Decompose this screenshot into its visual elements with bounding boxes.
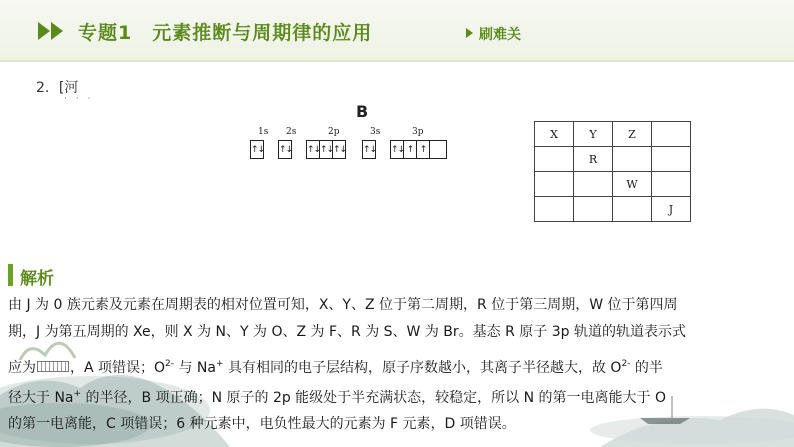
orbital-box: ↑	[416, 140, 430, 159]
table-row	[535, 172, 691, 197]
table-cell	[652, 172, 691, 197]
section-marker	[8, 264, 13, 286]
orbital-diagram-thumbnail	[37, 361, 69, 372]
periodic-table-fragment	[534, 121, 691, 222]
orbital-label: 2p	[328, 127, 340, 137]
table-cell: Z	[613, 122, 652, 147]
orbital-box: ↑	[403, 140, 417, 159]
orbital-box: ↑↓	[332, 140, 346, 159]
question-number: 2．[河	[36, 80, 79, 96]
explanation-line: 期，J 为第五周期的 Xe，则 X 为 N、Y 为 O、Z 为 F、R 为 S、W 为 Br。基态 R 原子 3p 轨道的轨道表示式	[8, 324, 686, 340]
table-cell	[574, 172, 613, 197]
table-cell: W	[613, 172, 652, 197]
text-segment: 具有相同的电子层结构，原子序数越小，其离子半径越大，故 O	[223, 360, 622, 376]
orbital-box: ↑↓	[390, 140, 404, 159]
table-cell	[535, 197, 574, 222]
table-row	[535, 147, 691, 172]
orbital-label: 3s	[370, 127, 381, 137]
text-segment: 的半	[630, 360, 663, 376]
table-cell	[652, 122, 691, 147]
explanation-line	[8, 387, 666, 407]
table-row	[535, 122, 691, 147]
table-cell	[613, 197, 652, 222]
difficulty-tag[interactable]	[466, 24, 521, 44]
table-cell	[574, 197, 613, 222]
orbital-box: ↑↓	[362, 140, 376, 159]
text-segment: 应为	[8, 360, 36, 376]
table-cell	[535, 147, 574, 172]
orbital-box: ↑↓	[319, 140, 333, 159]
answer-label: B	[356, 102, 369, 121]
play-triangle-icon	[466, 28, 473, 38]
table-row	[535, 197, 691, 222]
page-title: 专题1 元素推断与周期律的应用	[78, 22, 373, 44]
text-segment: 径大于 Na	[8, 390, 74, 406]
text-segment: ，A 项错误；O	[70, 360, 166, 376]
text-segment: 的半径，B 项正确；N 原子的 2p 能级处于半充满状态，较稳定，所以 N 的第一电离能大于 O	[81, 390, 667, 406]
orbital-box: ↑↓	[278, 140, 292, 159]
explanation-line	[8, 357, 663, 377]
orbital-box: ↑↓	[306, 140, 320, 159]
table-cell: X	[535, 122, 574, 147]
question-dots: · · ·	[64, 94, 94, 104]
table-cell	[535, 172, 574, 197]
difficulty-tag-label: 刷难关	[479, 27, 521, 43]
superscript: +	[215, 359, 224, 369]
orbital-box	[429, 140, 447, 159]
orbital-label: 1s	[258, 127, 269, 137]
table-cell: J	[652, 197, 691, 222]
superscript: +	[73, 389, 82, 399]
table-cell: R	[574, 147, 613, 172]
header-bar	[0, 0, 794, 62]
superscript: 2-	[621, 359, 631, 369]
double-arrow-icon	[38, 20, 66, 42]
superscript: 2-	[165, 359, 175, 369]
header-divider	[0, 60, 794, 62]
text-segment: 与 Na	[174, 360, 216, 376]
explanation-line: 由 J 为 0 族元素及元素在周期表的相对位置可知，X、Y、Z 位于第二周期，R 位于第三周期，W 位于第四周	[8, 297, 678, 313]
orbital-labels	[246, 127, 451, 141]
explanation-line: 的第一电离能，C 项错误；6 种元素中，电负性最大的元素为 F 元素，D 项错误。	[8, 416, 516, 432]
orbital-label: 2s	[286, 127, 297, 137]
table-cell	[652, 147, 691, 172]
table-cell	[613, 147, 652, 172]
explanation-title: 解析	[20, 269, 54, 289]
orbital-box: ↑↓	[250, 140, 264, 159]
table-cell: Y	[574, 122, 613, 147]
orbital-label: 3p	[412, 127, 424, 137]
